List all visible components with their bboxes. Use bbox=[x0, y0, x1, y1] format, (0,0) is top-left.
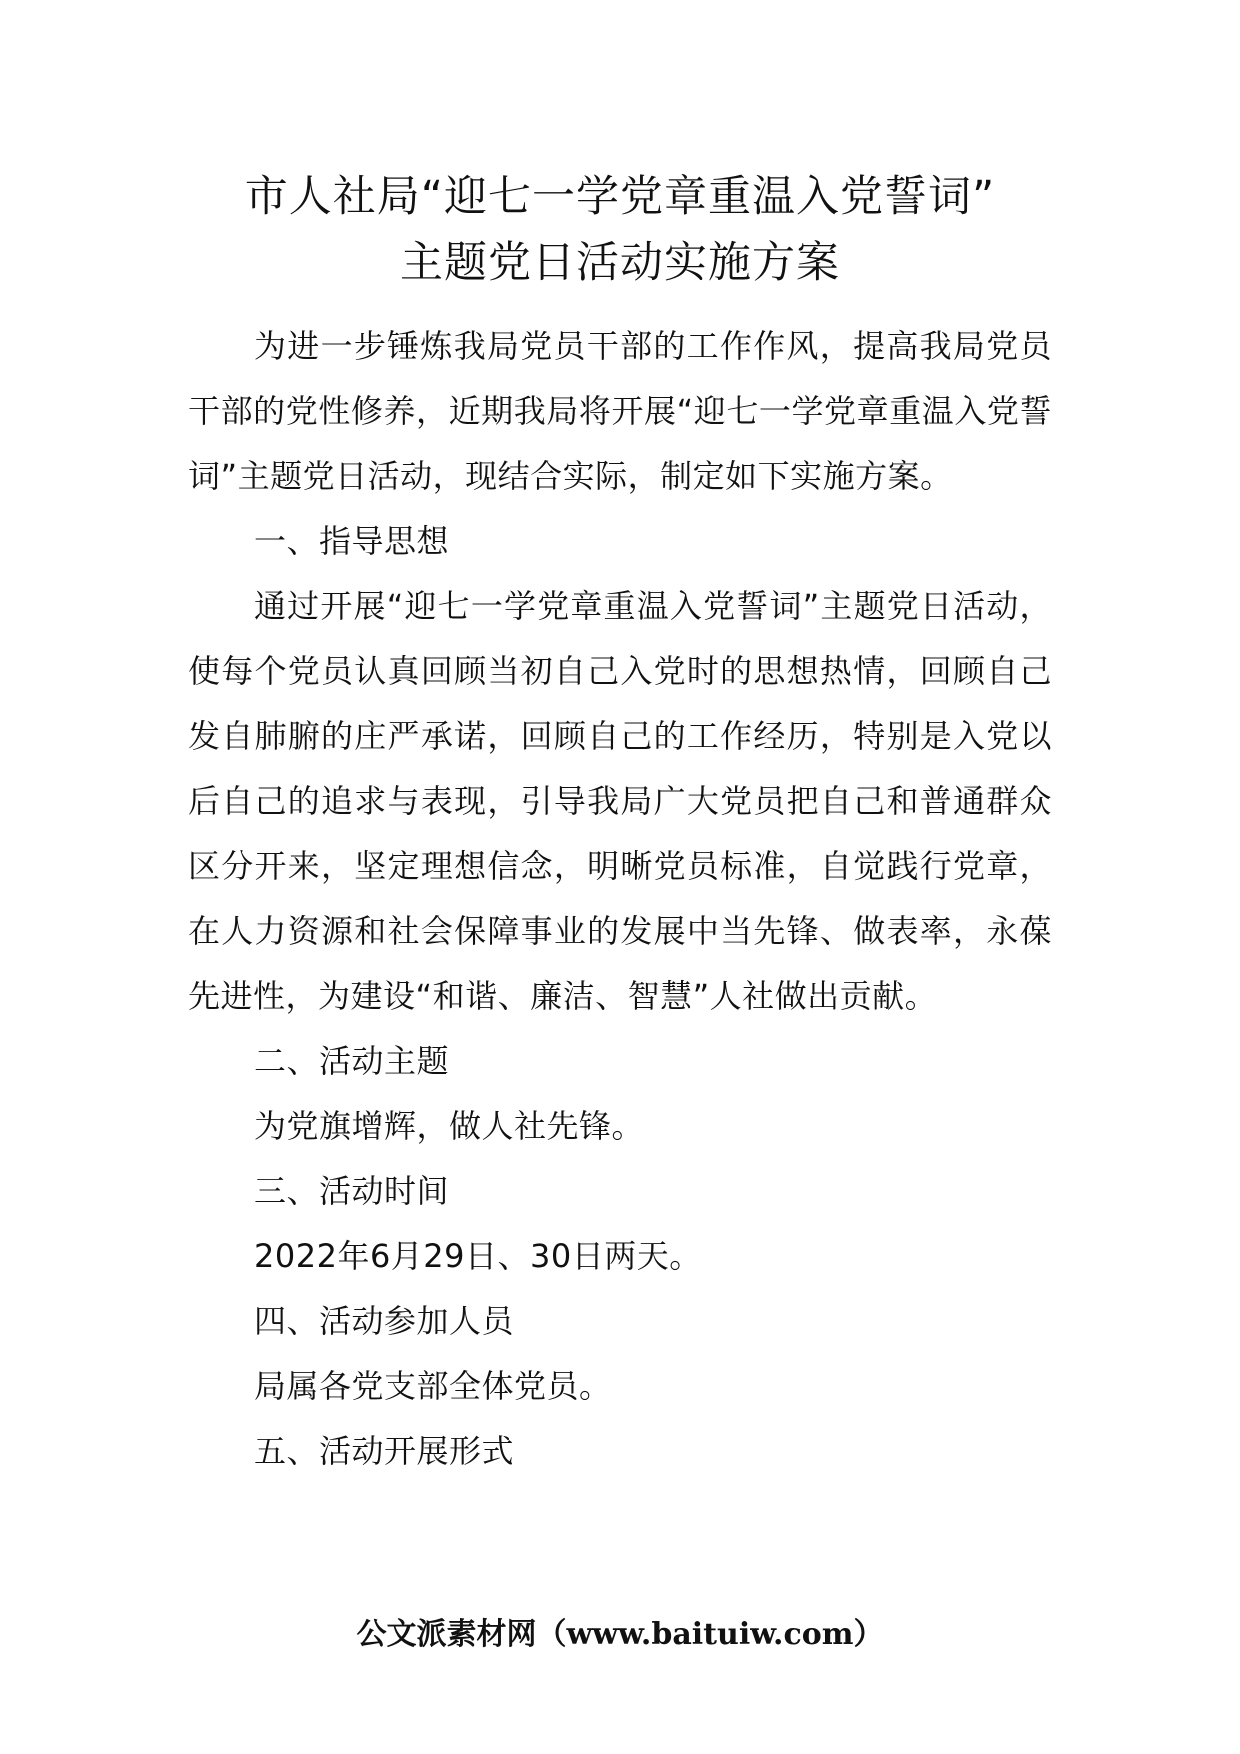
activity-theme-paragraph: 为党旗增辉，做人社先锋。 bbox=[254, 1107, 645, 1145]
section-heading-activity-theme: 二、活动主题 bbox=[254, 1042, 450, 1080]
section-heading-guiding-ideology: 一、指导思想 bbox=[254, 522, 450, 560]
document-body bbox=[188, 314, 1052, 1484]
section-heading-activity-form: 五、活动开展形式 bbox=[254, 1432, 515, 1470]
guiding-ideology-paragraph: 通过开展“迎七一学党章重温入党誓词”主题党日活动，使每个党员认真回顾当初自己入党时的思想热情，回顾自己发自肺腑的庄严承诺，回顾自己的工作经历，特别是入党以后自己的追求与表现，引导我局广大党员把自己和普通群众区分开来，坚定理想信念，明晰党员标准，自觉践行党章，在人力资源和社会保障事业的发展中当先锋、做表率，永葆先进性，为建设“和谐、廉洁、智慧”人社做出贡献。 bbox=[188, 587, 1052, 1015]
participants-paragraph: 局属各党支部全体党员。 bbox=[254, 1367, 612, 1405]
activity-time-paragraph: 2022年6月29日、30日两天。 bbox=[254, 1237, 702, 1275]
section-heading-participants: 四、活动参加人员 bbox=[254, 1302, 515, 1340]
intro-paragraph: 为进一步锤炼我局党员干部的工作作风，提高我局党员干部的党性修养，近期我局将开展“迎七一学党章重温入党誓词”主题党日活动，现结合实际，制定如下实施方案。 bbox=[188, 327, 1052, 495]
footer-watermark: 公文派素材网（www.baituiw.com） bbox=[356, 1617, 884, 1652]
document-title-line-2: 主题党日活动实施方案 bbox=[400, 238, 840, 288]
document-title-line-1: 市人社局“迎七一学党章重温入党誓词” bbox=[244, 172, 996, 222]
section-heading-activity-time: 三、活动时间 bbox=[254, 1172, 450, 1210]
